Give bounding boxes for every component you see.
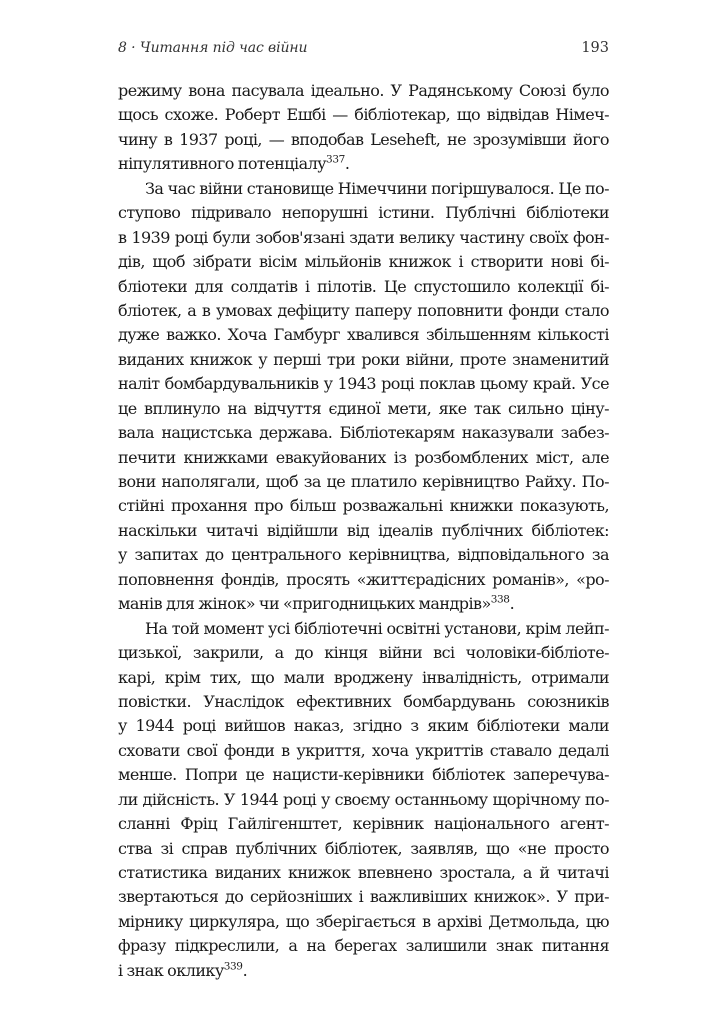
line-text: манів для жінок» чи «пригодницьких мандрів» [118,594,491,614]
text-line: наскільки читачі відійшли від ідеалів публічних бібліотек: [118,520,609,540]
running-title: 8 · Читання під час війни [118,40,308,56]
text-line: За час війни становище Німеччини погіршувалося. Це по- [145,178,609,198]
text-line: дуже важко. Хоча Гамбург хвалився збільшенням кількості [118,325,609,345]
text-line: статистика виданих книжок впевнено зростала, а й читачі [118,863,609,882]
text-line: бліотеки для солдатів і пілотів. Це спустошило колекції бі- [118,276,609,296]
text-line: сланні Фріц Гайлігенштет, керівник національного агент- [118,814,609,834]
line-text: ніпулятивного потенціалу [118,154,327,174]
text-line: бліотек, а в умовах дефіциту паперу поповнити фонди стало [118,300,609,320]
text-line: ства зі справ публічних бібліотек, заявляв, що «не просто [118,838,609,858]
running-head [118,40,609,64]
line-end-punct: . [242,960,248,980]
text-line: ступово підривало непорушні істини. Публічні бібліотеки [118,203,609,223]
text-line [118,152,609,176]
footnote-ref: 338 [490,593,510,606]
text-line: цизької, закрили, а до кінця війни всі чоловіки-бібліоте- [118,643,609,663]
text-line: наліт бомбардувальників у 1943 році поклав цьому край. Усе [118,374,609,394]
text-line: менше. Попри це нацисти-керівники бібліотек заперечува- [118,765,609,785]
text-line: На той момент усі бібліотечні освітні установи, крім лейп- [145,618,609,638]
text-line [118,959,609,983]
line-end-punct: . [344,154,350,174]
text-line: вони наполягали, щоб за це платило керівництво Райху. По- [118,472,609,491]
text-line [118,592,609,616]
text-line: печити книжками евакуйованих із розбомблених міст, але [118,447,609,467]
text-line: карі, крім тих, що мали вроджену інвалідність, отримали [118,667,609,687]
text-line: поповнення фондів, просять «життєрадісних романів», «ро- [118,569,609,589]
text-line: вала нацистська держава. Бібліотекарям наказували забез- [118,423,609,443]
text-line: чину в 1937 році, — вподобав Leseheft, не зрозумівши його [118,129,609,149]
page-number: 193 [581,40,609,56]
text-line: у запитах до центрального керівництва, відповідального за [118,545,609,565]
text-line: стійні прохання про більш розважальні книжки показують, [118,496,609,516]
line-text: і знак оклику [118,960,224,980]
text-line: виданих книжок у перші три роки війни, проте знаменитий [118,349,609,369]
text-line: звертаються до серйозніших і важливіших книжок». У при- [118,887,609,907]
text-line: режиму вона пасувала ідеально. У Радянському Союзі було [118,81,609,100]
text-line: в 1939 році були зобов'язані здати велику частину своїх фон- [118,227,609,247]
text-line: дів, щоб зібрати вісім мільйонів книжок і створити нові бі- [118,252,609,272]
line-end-punct: . [509,594,515,614]
text-line: у 1944 році вийшов наказ, згідно з яким бібліотеки мали [118,716,609,736]
text-line: щось схоже. Роберт Ешбі — бібліотекар, що відвідав Німеч- [118,105,609,125]
text-line: фразу підкреслили, а на берегах залишили знак питання [118,936,609,956]
text-line: сховати свої фонди в укриття, хоча укриттів ставало дедалі [118,740,609,760]
text-line: повістки. Унаслідок ефективних бомбардувань союзників [118,691,609,711]
text-line: ли дійсність. У 1944 році у своєму останньому щорічному по- [118,789,609,809]
footnote-ref: 337 [326,154,345,167]
footnote-ref: 339 [223,960,243,973]
body-text [118,79,609,983]
text-line: мірнику циркуляра, що зберігається в архіві Детмольда, цю [118,911,609,931]
text-line: це вплинуло на відчуття єдиної мети, яке так сильно ціну- [118,398,609,418]
